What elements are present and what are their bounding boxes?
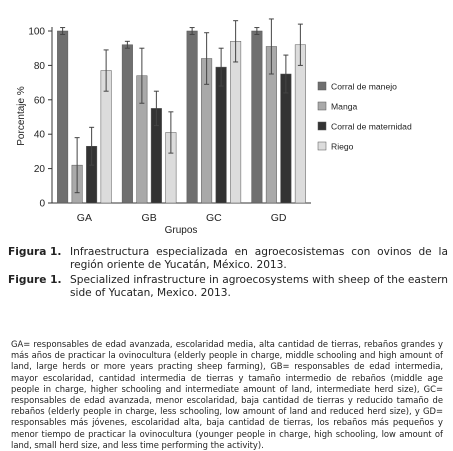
- caption-text: Specialized infrastructure in agroecosystems with sheep of the eastern side of Yucatan, Mexico. 2013.: [70, 274, 448, 299]
- bar: [57, 31, 68, 203]
- x-tick-label: GC: [206, 212, 222, 224]
- plot-area: [28, 19, 311, 224]
- legend-label: Corral de manejo: [331, 81, 397, 92]
- y-tick-label: 20: [33, 164, 45, 176]
- y-tick-label: 80: [33, 60, 45, 72]
- y-axis-label: Porcentaje %: [16, 86, 27, 146]
- group-notes: GA= responsables de edad avanzada, escolaridad media, alta cantidad de tierras, rebaños grandes y más años de practicar la ovinocultura (elderly people in charge, middle schooling and high amount of land, large herds or more years practing sheep farming), GB= responsables de edad intermedia, mayor escolaridad, cantidad intermedia de tierras y tamaño intermedio de rebaños (middle age people in charge, higher schooling and intermediate amount of land, intermediate herd size), GC= responsables de edad avanzada, menor escolaridad, baja cantidad de tierras y reducido tamaño de rebaños (elderly people in charge, less schooling, low amount of land and reduced herd size), y GD= responsables más jóvenes, escolaridad alta, baja cantidad de tierras, los rebaños más pequeños y menor tiempo de practicar la ovinocultura (younger people in charge, high schooling, low amount of land, small herd size, and less time performing the activity).: [11, 339, 443, 450]
- caption-spanish: [8, 246, 448, 272]
- legend-label: Corral de maternidad: [331, 121, 412, 132]
- x-tick-label: GD: [270, 212, 287, 224]
- legend-swatch: [318, 122, 326, 130]
- caption-english: [8, 274, 448, 300]
- x-tick-label: GB: [141, 212, 157, 224]
- legend-label: Riego: [331, 141, 354, 152]
- bar: [187, 31, 198, 203]
- caption-label: Figura 1.: [8, 246, 62, 258]
- y-tick-label: 40: [33, 129, 45, 141]
- bar: [295, 45, 306, 203]
- legend-swatch: [318, 82, 326, 90]
- y-tick-label: 60: [33, 95, 45, 107]
- bar: [122, 45, 133, 203]
- legend-label: Manga: [331, 101, 358, 112]
- legend: [318, 82, 412, 152]
- caption-label: Figure 1.: [8, 274, 62, 286]
- legend-swatch: [318, 102, 326, 110]
- legend-swatch: [318, 142, 326, 150]
- y-tick-label: 100: [28, 26, 45, 38]
- y-tick-label: 0: [39, 198, 45, 210]
- x-tick-label: GA: [76, 212, 92, 224]
- x-axis-label: Grupos: [164, 225, 198, 236]
- bar: [252, 31, 263, 203]
- caption-text: Infraestructura especializada en agroecosistemas con ovinos de la región oriente de Yucatán, México. 2013.: [70, 246, 448, 271]
- bar: [216, 67, 227, 203]
- bar: [230, 41, 241, 203]
